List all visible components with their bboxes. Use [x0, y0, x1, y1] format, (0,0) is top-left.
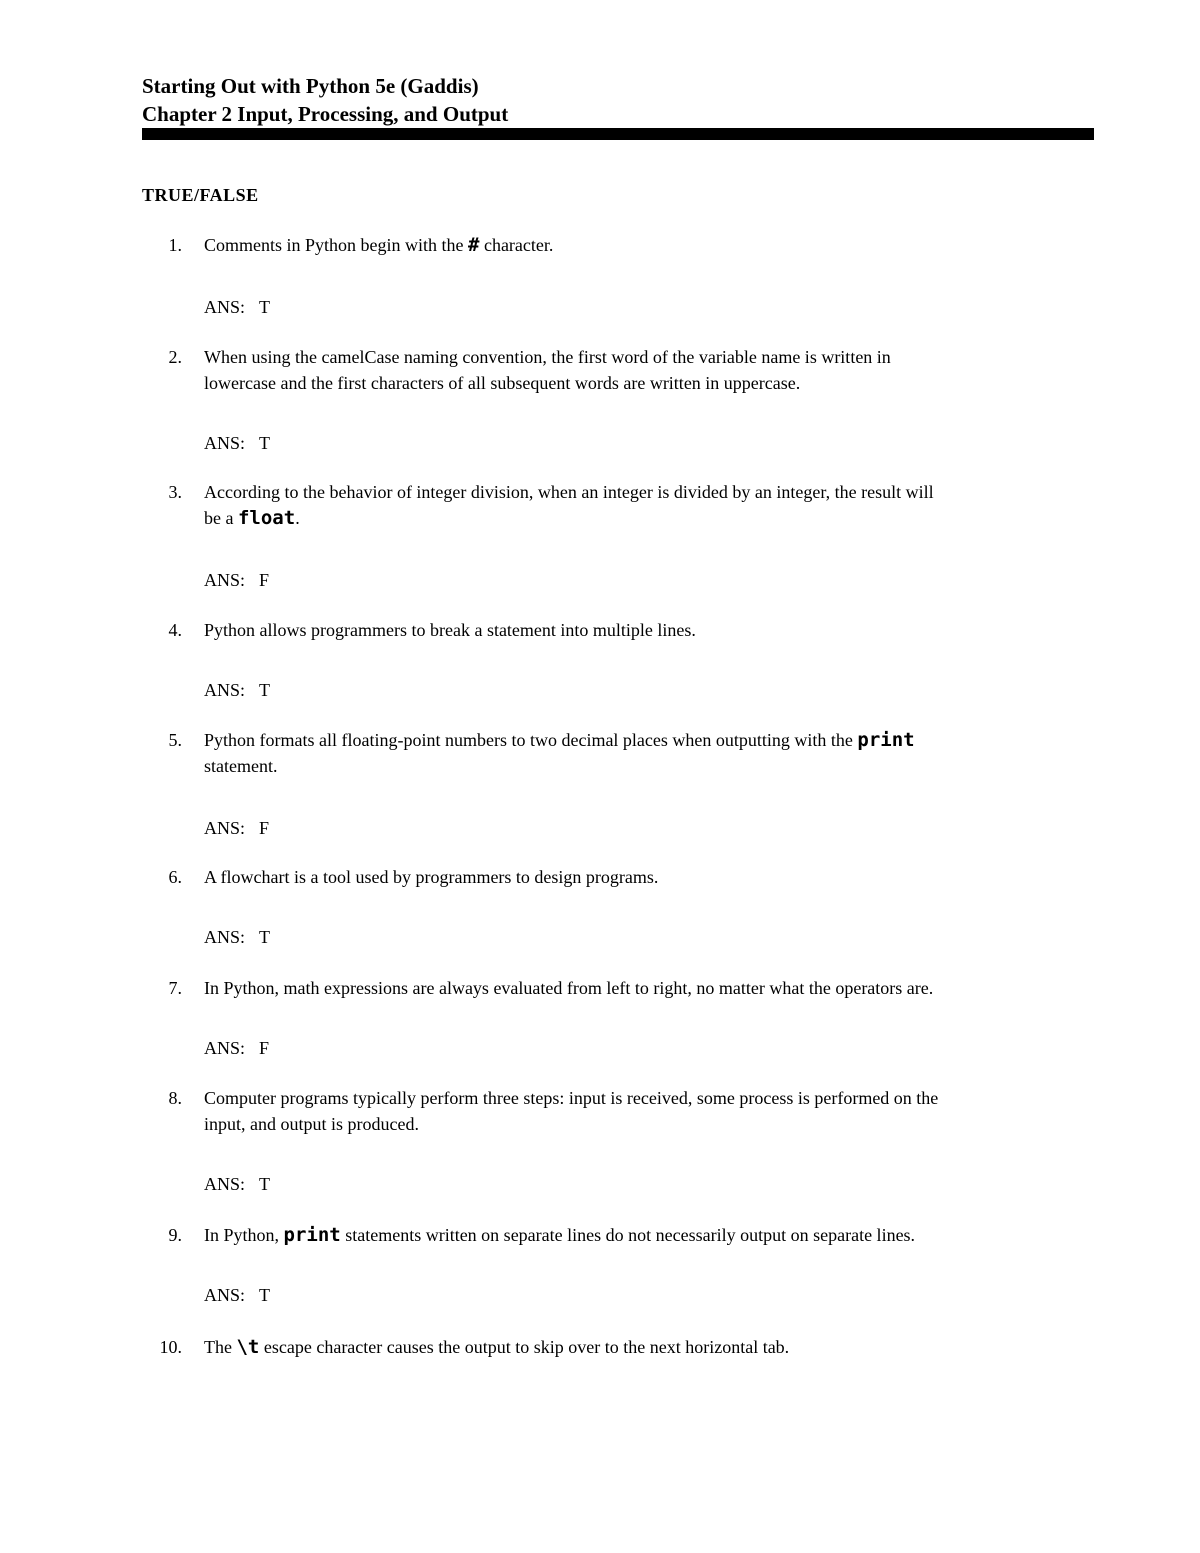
- code-tab-escape: \t: [236, 1336, 260, 1358]
- document-header: [142, 72, 1094, 128]
- question-text-line-2: lowercase and the first characters of all subsequent words are written in uppercase.: [204, 373, 801, 393]
- answer: ANS: T: [204, 1282, 270, 1308]
- section-title: TRUE/FALSE: [142, 185, 259, 205]
- chapter-title: Chapter 2 Input, Processing, and Output: [142, 102, 509, 126]
- question-text-line-2: input, and output is produced.: [204, 1114, 419, 1134]
- book-title: Starting Out with Python 5e (Gaddis): [142, 74, 479, 98]
- question-text: In Python, math expressions are always evaluated from left to right, no matter what the operators are.: [204, 978, 934, 998]
- answer-value: T: [259, 1285, 271, 1305]
- question-number: 1.: [168, 235, 182, 255]
- code-float: float: [237, 507, 296, 529]
- answer-value: F: [259, 1038, 270, 1058]
- question-number: 9.: [168, 1225, 182, 1245]
- question-text: Comments in Python begin with the # character.: [204, 234, 554, 256]
- question-number: 2.: [168, 347, 182, 367]
- question-text: A flowchart is a tool used by programmers to design programs.: [204, 867, 659, 887]
- answer: ANS: T: [204, 924, 270, 950]
- question-number: 6.: [168, 867, 182, 887]
- answer: ANS: F: [204, 815, 269, 841]
- question-text-line-2: statement.: [204, 756, 278, 776]
- question-text-line-1: Python formats all floating-point numbers to two decimal places when outputting with the print: [204, 729, 915, 751]
- code-hash: #: [468, 234, 480, 256]
- answer: ANS: F: [204, 567, 269, 593]
- question-text: Python allows programmers to break a statement into multiple lines.: [204, 620, 696, 640]
- answer: ANS: F: [204, 1035, 269, 1061]
- answer-value: T: [259, 927, 271, 947]
- question-number: 8.: [168, 1088, 182, 1108]
- question-number: 10.: [159, 1337, 182, 1357]
- question-number: 4.: [168, 620, 182, 640]
- question-text: The \t escape character causes the output to skip over to the next horizontal tab.: [204, 1336, 790, 1358]
- question-text-line-1: According to the behavior of integer division, when an integer is divided by an integer, the result will: [204, 482, 934, 502]
- answer: ANS: T: [204, 677, 270, 703]
- answer-value: T: [259, 680, 271, 700]
- answer-value: F: [259, 570, 270, 590]
- code-print: print: [283, 1224, 341, 1246]
- question-text: In Python, print statements written on separate lines do not necessarily output on separate lines.: [204, 1224, 916, 1246]
- code-print: print: [857, 729, 915, 751]
- header-rule: [142, 128, 1094, 140]
- answer-value: T: [259, 297, 271, 317]
- answer: ANS: T: [204, 430, 270, 456]
- question-number: 7.: [168, 978, 182, 998]
- answer-value: F: [259, 818, 270, 838]
- question-text-line-1: When using the camelCase naming convention, the first word of the variable name is written in: [204, 347, 891, 367]
- question-text-line-2: be a float.: [204, 507, 300, 529]
- answer-value: T: [259, 433, 271, 453]
- question-number: 3.: [168, 482, 182, 502]
- question-text-line-1: Computer programs typically perform three steps: input is received, some process is performed on the: [204, 1088, 939, 1108]
- answer: ANS: T: [204, 1171, 270, 1197]
- answer: ANS: T: [204, 294, 270, 320]
- answer-value: T: [259, 1174, 271, 1194]
- question-number: 5.: [168, 730, 182, 750]
